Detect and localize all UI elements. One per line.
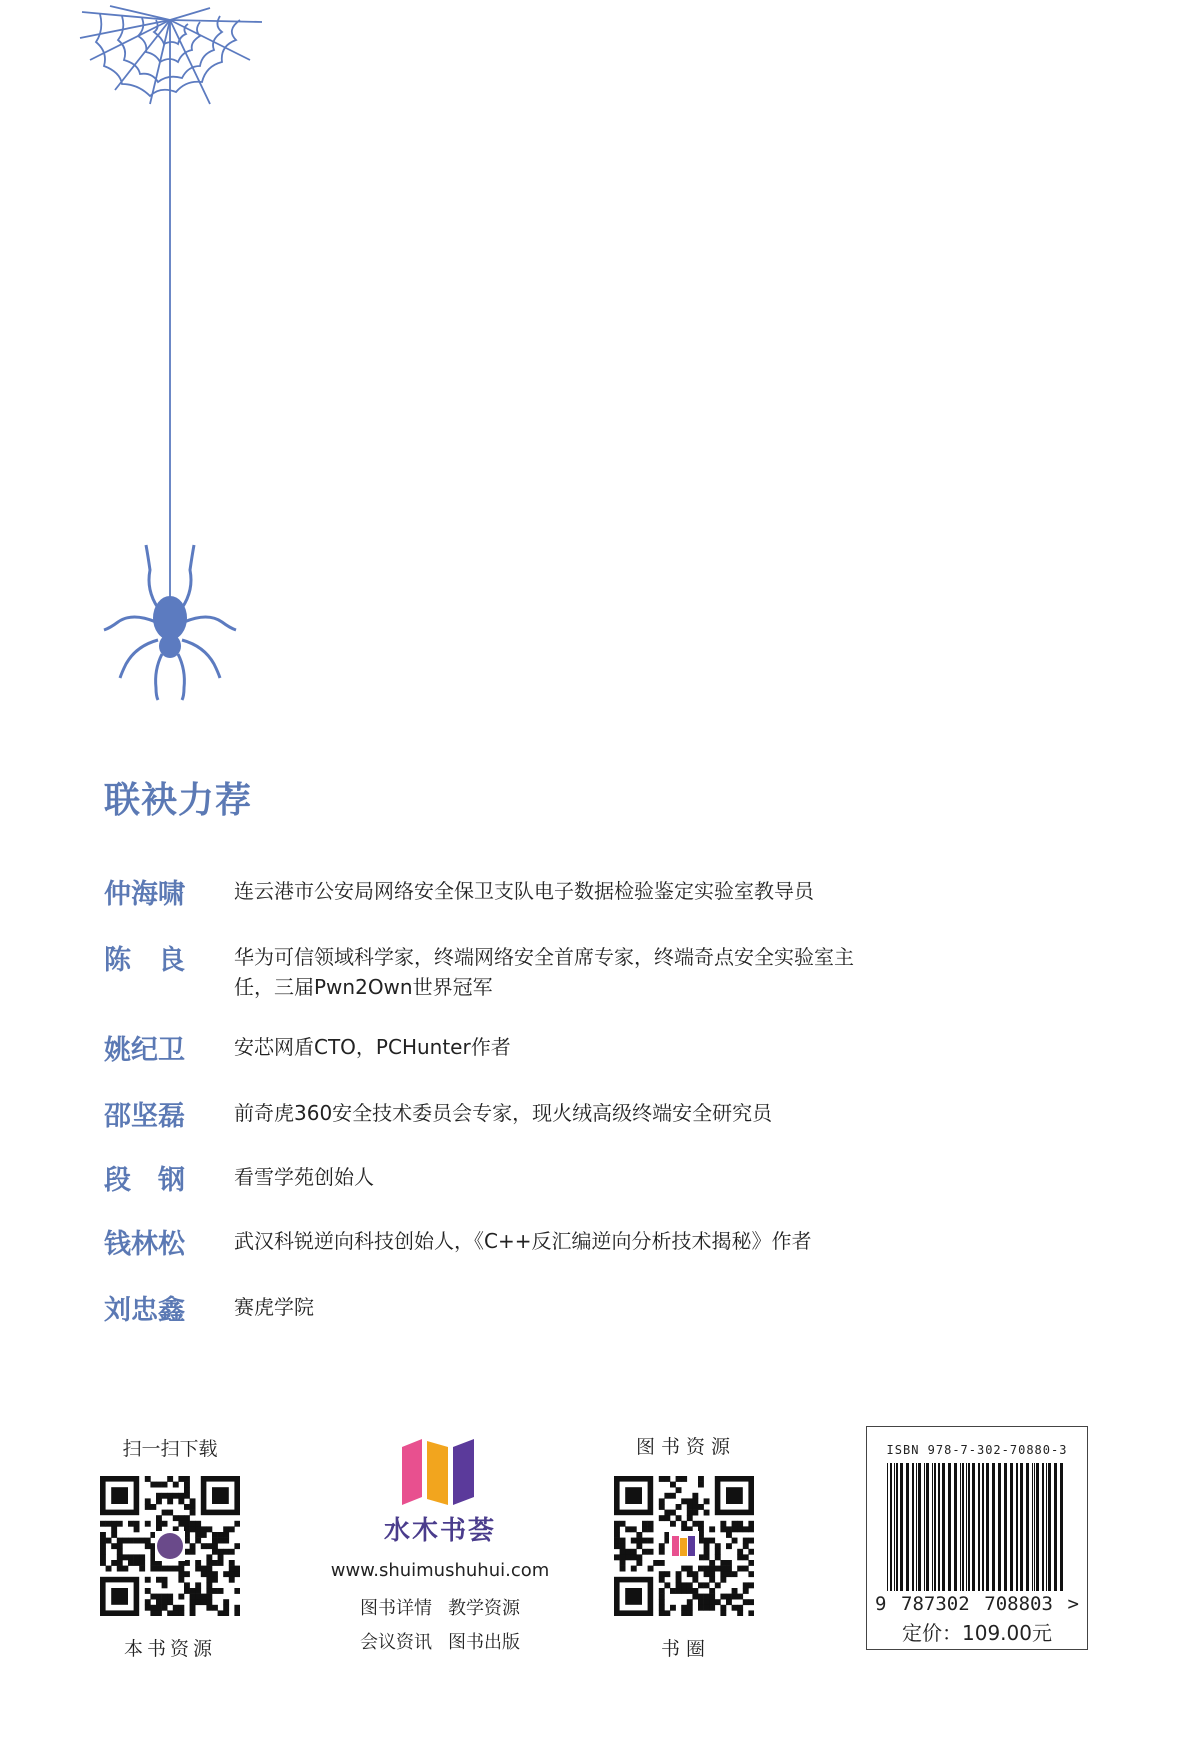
link-book-details[interactable]: 图书详情 xyxy=(360,1598,432,1619)
download-qr-code[interactable] xyxy=(100,1476,240,1616)
recommender-description: 前奇虎360安全技术委员会专家，现火绒高级终端安全研究员 xyxy=(234,1101,773,1125)
recommender-name: 仲海啸 xyxy=(104,879,185,910)
qr-right-top-label: 图 书 资 源 xyxy=(635,1436,731,1458)
recommender-description: 华为可信领域科学家，终端网络安全首席专家，终端奇点安全实验室主任，三届Pwn2Own世界冠军 xyxy=(234,945,854,999)
qr-left-top-label: 扫一扫下载 xyxy=(122,1438,218,1460)
barcode-digit-group: 708803 xyxy=(984,1593,1053,1615)
price: 定价：109.00元 xyxy=(902,1621,1052,1645)
barcode-digit-group: > xyxy=(1067,1593,1079,1615)
recommender-name: 邵坚磊 xyxy=(104,1101,185,1132)
link-teaching-resources[interactable]: 教学资源 xyxy=(448,1598,520,1619)
barcode-digits xyxy=(875,1593,1079,1615)
isbn-text: ISBN 978-7-302-70880-3 xyxy=(886,1443,1068,1457)
link-book-publishing[interactable]: 图书出版 xyxy=(448,1632,520,1653)
recommender-name: 姚纪卫 xyxy=(104,1035,185,1066)
brand-website[interactable]: www.shuimushuhui.com xyxy=(330,1560,550,1581)
qr-left-bottom-label: 本书资源 xyxy=(123,1638,216,1660)
brand-name: 水木书荟 xyxy=(383,1516,496,1546)
recommender-name: 刘忠鑫 xyxy=(104,1295,185,1326)
barcode-digit-group: 787302 xyxy=(901,1593,970,1615)
recommender-description: 武汉科锐逆向科技创始人，《C++反汇编逆向分析技术揭秘》作者 xyxy=(234,1229,812,1253)
recommender-name: 段 钢 xyxy=(104,1165,185,1196)
recommender-name: 钱林松 xyxy=(104,1229,185,1260)
recommender-description: 连云港市公安局网络安全保卫支队电子数据检验鉴定实验室教导员 xyxy=(234,879,814,903)
isbn-box xyxy=(866,1426,1088,1650)
book-resources-qr-code[interactable] xyxy=(614,1476,754,1616)
recommender-description: 安芯网盾CTO，PCHunter作者 xyxy=(234,1035,511,1059)
recommender-description: 看雪学苑创始人 xyxy=(234,1165,374,1189)
barcode-digit-group: 9 xyxy=(875,1593,887,1615)
recommender-name: 陈 良 xyxy=(104,945,185,976)
recommender-description: 赛虎学院 xyxy=(234,1295,314,1319)
link-conference-news[interactable]: 会议资讯 xyxy=(360,1632,432,1653)
section-title: 联袂力荐 xyxy=(104,780,253,821)
brand-links xyxy=(330,1592,550,1660)
shuimu-logo-icon xyxy=(398,1435,480,1505)
spider-illustration xyxy=(0,0,300,720)
barcode-icon xyxy=(887,1463,1067,1595)
qr-right-bottom-label: 书 圈 xyxy=(660,1638,706,1660)
